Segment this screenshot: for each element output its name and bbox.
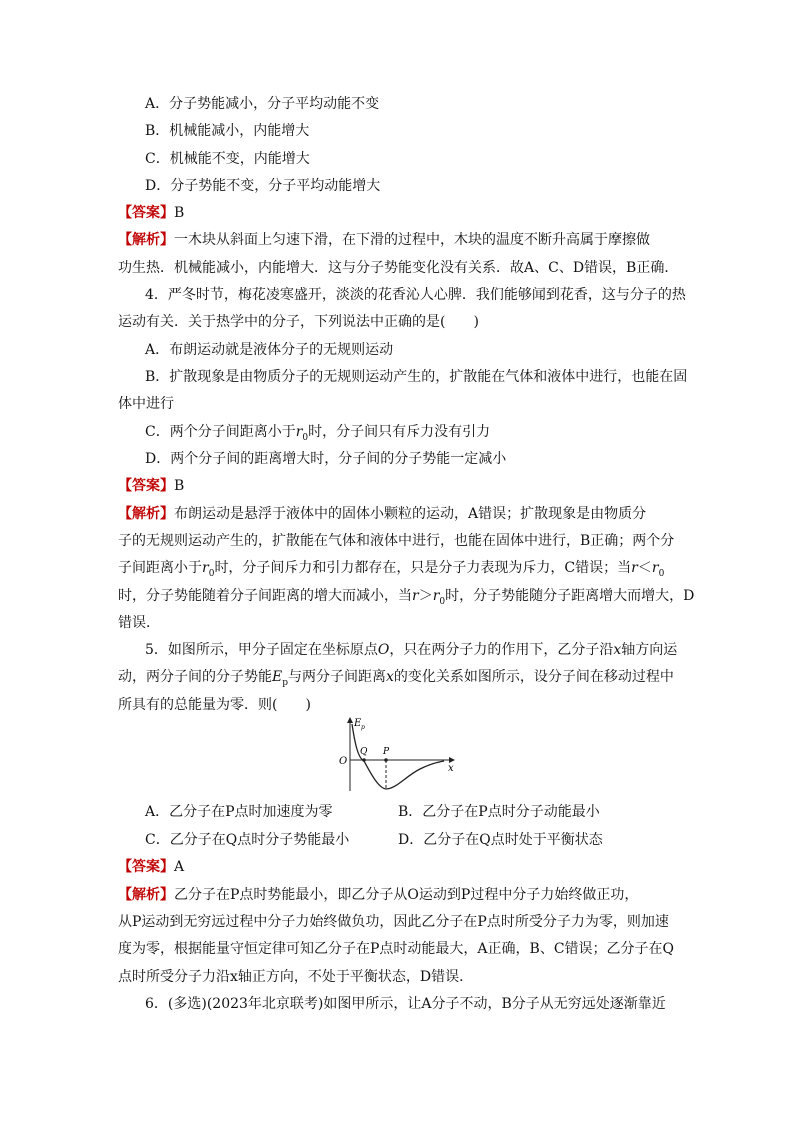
answer-tag: 【答案】 — [118, 478, 174, 494]
q3-option-c: C．机械能不变，内能增大 — [145, 151, 310, 167]
q3-analysis-line-1 — [0, 228, 794, 252]
y-axis-sub: p — [361, 724, 365, 731]
q3-option-b: B．机械能减小，内能增大 — [145, 123, 310, 139]
r-symbol: r — [651, 560, 659, 576]
q4-analysis-text: 时，分子间斥力和引力都存在，只是分子力表现为斥力，C错误；当 — [214, 560, 632, 576]
q4-option-b-line-2: 体中进行 — [118, 396, 174, 412]
q4-stem-line-2: 运动有关．关于热学中的分子，下列说法中正确的是( ) — [118, 314, 479, 330]
q4-analysis-line-5: 错误． — [118, 615, 160, 631]
q5-stem-line-1 — [0, 638, 794, 662]
q5-option-b: B．乙分子在P点时分子动能最小 — [398, 804, 600, 820]
analysis-tag: 【解析】 — [118, 506, 174, 522]
q3-answer-value: B — [174, 205, 185, 221]
sub-zero: 0 — [208, 568, 215, 579]
q5-option-d: D．乙分子在Q点时处于平衡状态 — [398, 832, 603, 848]
q4-analysis-line-3 — [0, 556, 794, 580]
q5-analysis-line-1 — [0, 883, 794, 907]
q5-stem-text: 5．如图所示，甲分子固定在坐标原点 — [145, 642, 378, 658]
q5-stem-text: 动，两分子间的分子势能 — [118, 669, 272, 685]
q5-analysis-line-3: 度为零，根据能量守恒定律可知乙分子在P点时动能最大，A正确，B、C错误；乙分子在Q — [118, 941, 675, 957]
potential-energy-graph — [330, 714, 460, 794]
q5-stem-line-3: 所具有的总能量为零．则( ) — [118, 697, 311, 713]
q4-analysis-line-4 — [0, 584, 794, 608]
q5-options-row-2 — [0, 828, 794, 852]
point-p-label: P — [383, 747, 390, 757]
r-symbol: r — [412, 588, 419, 604]
point-p — [384, 758, 388, 762]
q3-analysis-text: 一木块从斜面上匀速下滑，在下滑的过程中，木块的温度不断升高属于摩擦做 — [174, 232, 650, 248]
q5-analysis-line-4: 点时所受分子力沿x轴正方向，不处于平衡状态，D错误． — [118, 969, 474, 985]
q5-answer — [0, 855, 794, 879]
analysis-tag: 【解析】 — [118, 887, 174, 903]
q4-option-d: D．两个分子间的距离增大时，分子间的分子势能一定减小 — [145, 451, 507, 467]
q3-option-d: D．分子势能不变，分子平均动能增大 — [145, 178, 381, 194]
q5-answer-value: A — [174, 859, 185, 875]
q5-stem-text: ，只在两分子力的作用下，乙分子沿 — [389, 642, 614, 658]
sub-p: p — [282, 677, 288, 688]
e-symbol: E — [272, 669, 283, 685]
q5-options-row-1 — [0, 800, 794, 824]
q4-analysis-line-1 — [0, 502, 794, 526]
origin-label: O — [339, 756, 348, 767]
r-symbol: r — [202, 560, 209, 576]
r-symbol: r — [631, 560, 638, 576]
analysis-tag: 【解析】 — [118, 232, 174, 248]
q4-analysis-text: 时，分子势能随分子距离增大而增大，D — [445, 588, 695, 604]
q4-answer — [0, 474, 794, 498]
q3-answer — [0, 201, 794, 225]
r-symbol: r — [295, 424, 303, 440]
q5-stem-text: 轴方向运 — [621, 642, 678, 658]
sub-zero: 0 — [302, 432, 309, 443]
q4-analysis-text: 时，分子势能随着分子间距离的增大而减小，当 — [118, 588, 412, 604]
sub-zero: 0 — [658, 568, 665, 579]
x-symbol: x — [613, 642, 622, 658]
q3-option-a: A．分子势能减小，分子平均动能不变 — [145, 96, 380, 112]
q4-analysis-line-2: 子的无规则运动产生的，扩散能在气体和液体中进行，也能在固体中进行，B正确；两个分 — [118, 533, 675, 549]
answer-tag: 【答案】 — [118, 205, 174, 221]
less-than-sign: ＜ — [637, 560, 652, 576]
q3-analysis-line-2: 功生热．机械能减小，内能增大．这与分子势能变化没有关系．故A、C、D错误，B正确． — [118, 260, 679, 276]
answer-tag: 【答案】 — [118, 859, 174, 875]
x-symbol: x — [386, 669, 394, 685]
q6-stem-line-1: 6．(多选)(2023年北京联考)如图甲所示，让A分子不动，B分子从无穷远处逐渐靠近 — [145, 996, 666, 1012]
r-symbol: r — [432, 588, 440, 604]
q5-stem-text: 的变化关系如图所示，设分子间在移动过程中 — [393, 669, 674, 685]
q4-stem-line-1: 4．严冬时节，梅花凌寒盛开，淡淡的花香沁人心脾．我们能够闻到花香，这与分子的热 — [145, 287, 686, 303]
q4-option-b-line-1: B．扩散现象是由物质分子的无规则运动产生的，扩散能在气体和液体中进行，也能在固 — [145, 369, 688, 385]
point-q — [362, 758, 366, 762]
o-symbol: O — [377, 642, 390, 658]
q4-option-a: A．布朗运动就是液体分子的无规则运动 — [145, 342, 394, 358]
sub-zero: 0 — [439, 596, 446, 607]
q4-answer-value: B — [174, 478, 185, 494]
q5-option-a: A．乙分子在P点时加速度为零 — [145, 804, 333, 820]
x-axis-label: x — [448, 763, 454, 774]
q4-analysis-text: 布朗运动是悬浮于液体中的固体小颗粒的运动，A错误；扩散现象是由物质分 — [174, 506, 647, 522]
point-q-label: Q — [360, 747, 368, 757]
q5-analysis-text: 乙分子在P点时势能最小，即乙分子从O运动到P过程中分子力始终做正功， — [174, 887, 639, 903]
q4-option-c-text: C．两个分子间距离小于 — [145, 424, 296, 440]
q4-option-c-text-end: 时，分子间只有斥力没有引力 — [308, 424, 491, 440]
y-axis-label: E — [354, 718, 362, 729]
greater-than-sign: ＞ — [418, 588, 433, 604]
q4-option-c — [0, 420, 794, 444]
q5-option-c: C．乙分子在Q点时分子势能最小 — [145, 832, 350, 848]
q5-stem-line-2 — [0, 665, 794, 689]
q5-analysis-line-2: 从P运动到无穷远过程中分子力始终做负功，因此乙分子在P点时所受分子力为零，则加速 — [118, 914, 669, 930]
q5-stem-text: 与两分子间距离 — [288, 669, 386, 685]
q4-analysis-text: 子间距离小于 — [118, 560, 202, 576]
